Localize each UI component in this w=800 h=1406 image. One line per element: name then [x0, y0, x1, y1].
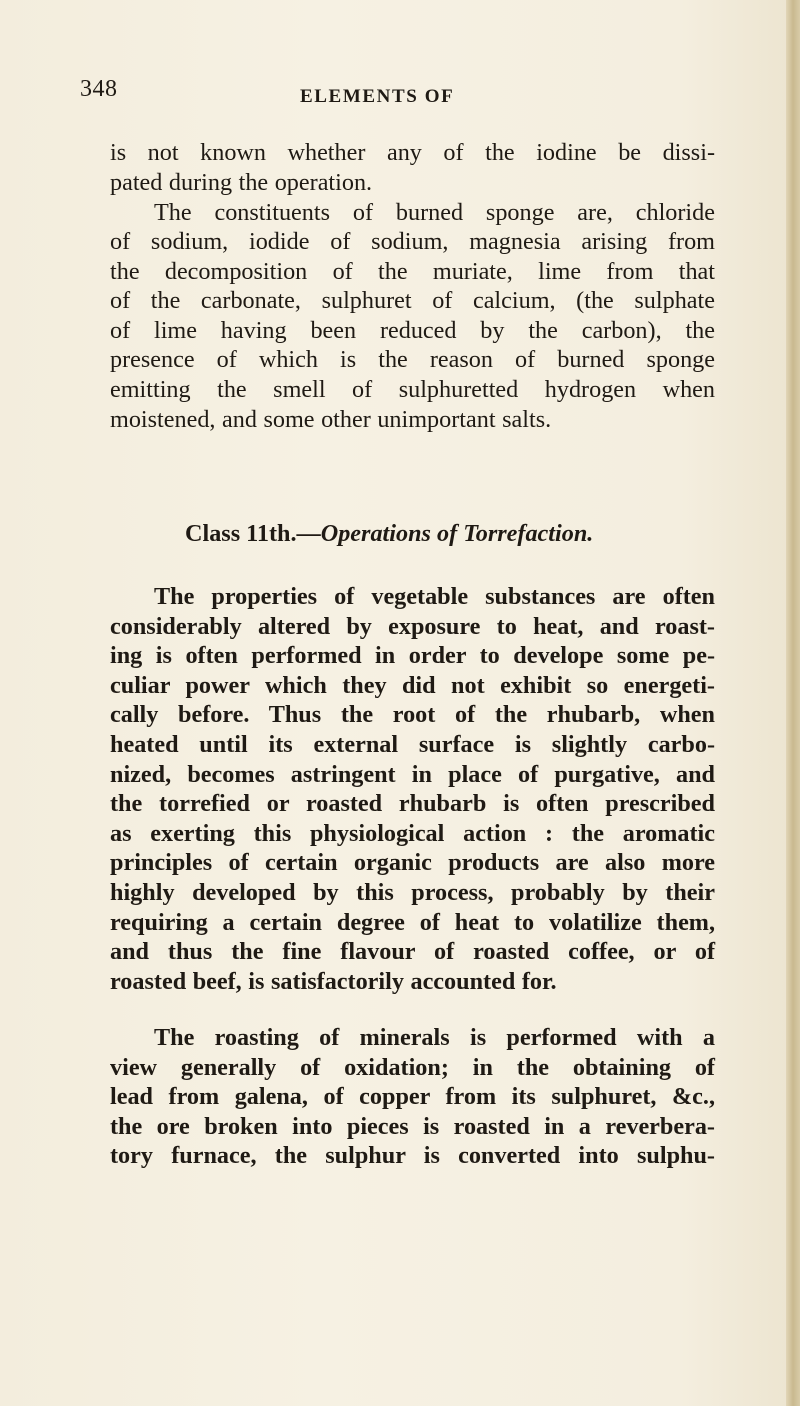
paragraph-torrefaction	[110, 582, 715, 996]
text-line: presence of which is the reason of burned sponge	[110, 346, 715, 374]
text-line: pated during the operation.	[110, 168, 373, 196]
section-title: Operations of Torrefaction.	[320, 520, 594, 547]
text-line: tory furnace, the sulphur is converted into sulphu-	[110, 1142, 715, 1170]
text-line: highly developed by this process, probably by their	[110, 878, 715, 906]
text-line: of lime having been reduced by the carbon), the	[110, 316, 715, 344]
text-line: the torrefied or roasted rhubarb is often prescribed	[110, 790, 715, 818]
paragraph-burned-sponge	[110, 198, 715, 435]
text-line: lead from galena, of copper from its sulphuret, &c.,	[110, 1083, 715, 1111]
text-line: of the carbonate, sulphuret of calcium, (the sulphate	[110, 287, 715, 315]
text-line: cally before. Thus the root of the rhubarb, when	[110, 701, 715, 729]
text-line: of sodium, iodide of sodium, magnesia arising from	[110, 228, 715, 256]
text-line: and thus the fine flavour of roasted coffee, or of	[110, 938, 715, 966]
text-line: as exerting this physiological action : the aromatic	[110, 819, 715, 847]
text-line: culiar power which they did not exhibit so energeti-	[110, 671, 715, 699]
text-line: The constituents of burned sponge are, chloride	[154, 198, 715, 226]
text-line: emitting the smell of sulphuretted hydrogen when	[110, 376, 715, 404]
text-line: roasted beef, is satisfactorily accounted for.	[110, 967, 557, 995]
text-line: heated until its external surface is slightly carbo-	[110, 730, 715, 758]
paragraph-continuation	[110, 138, 715, 197]
running-head: ELEMENTS OF	[300, 86, 455, 107]
section-class-label: Class 11th.—	[185, 520, 321, 547]
text-line: moistened, and some other unimportant salts.	[110, 405, 552, 433]
text-line: nized, becomes astringent in place of purgative, and	[110, 760, 715, 788]
section-heading	[185, 520, 593, 548]
text-line: requiring a certain degree of heat to volatilize them,	[110, 908, 715, 936]
text-line: The roasting of minerals is performed with a	[154, 1024, 715, 1051]
page-binding-edge	[786, 0, 800, 1406]
text-line: is not known whether any of the iodine be dissi-	[110, 139, 715, 166]
page-header	[0, 74, 800, 114]
text-line: ing is often performed in order to develope some pe-	[110, 642, 715, 670]
page-number: 348	[80, 76, 118, 102]
text-line: principles of certain organic products are also more	[110, 849, 715, 877]
text-line: considerably altered by exposure to heat, and roast-	[110, 612, 715, 640]
text-line: The properties of vegetable substances are often	[154, 583, 715, 610]
paragraph-roasting-minerals	[110, 1023, 715, 1171]
text-line: the ore broken into pieces is roasted in a reverbera-	[110, 1112, 715, 1140]
text-line: view generally of oxidation; in the obtaining of	[110, 1053, 715, 1081]
text-line: the decomposition of the muriate, lime from that	[110, 257, 715, 285]
